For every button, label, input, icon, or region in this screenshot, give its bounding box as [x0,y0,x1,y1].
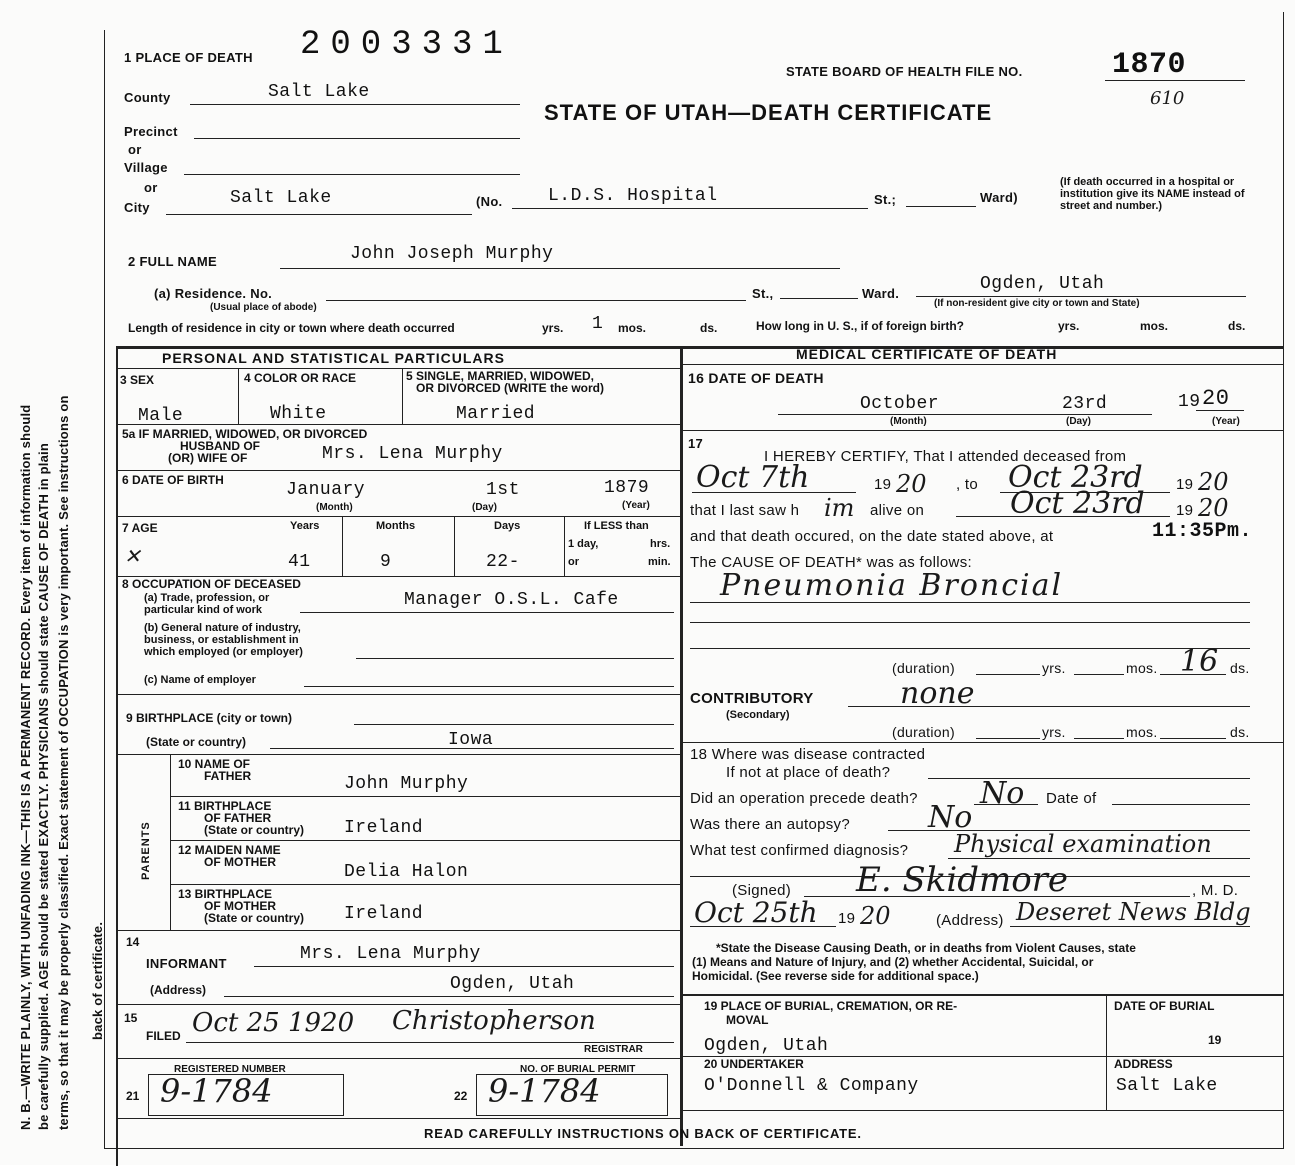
year-prefix-1: 19 [874,476,892,493]
informant-label: INFORMANT [146,956,227,971]
occupation-b3: which employed (or employer) [144,646,303,658]
operation-label: Did an operation precede death? [690,790,918,807]
min-label: min. [648,556,671,568]
footnote-1: *State the Disease Causing Death, or in deaths from Violent Causes, state [716,941,1136,955]
personal-section-title: PERSONAL AND STATISTICAL PARTICULARS [162,350,505,366]
age-label: 7 AGE [122,521,158,535]
last-saw-hand: im [824,494,855,522]
item-18a: 18 Where was disease contracted [690,746,926,763]
dob-day: 1st [486,480,520,500]
dob-day-label: (Day) [472,502,498,513]
attended-to-year: 20 [1198,468,1229,496]
mother-label-1: 12 MAIDEN NAME [178,843,281,857]
length-of-residence-label: Length of residence in city or town where death occurred [128,321,455,335]
father-label-2: FATHER [204,769,252,783]
burial-place-label-1: 19 PLACE OF BURIAL, CREMATION, OR RE- [704,999,958,1013]
dob-month: January [286,480,366,500]
us-residence-label: How long in U. S., if of foreign birth? [756,319,964,333]
occupation-b1: (b) General nature of industry, [144,622,301,634]
side-instruction-3: terms, so that it may be properly classified. Exact statement of OCCUPATION is very important. See instructions on [56,395,71,1130]
usual-abode-label: (Usual place of abode) [210,302,317,313]
mother-bp-label-2: OF MOTHER [204,899,276,913]
occupation-value: Manager O.S.L. Cafe [404,590,619,610]
autopsy-label: Was there an autopsy? [690,816,850,833]
physician-address-label: (Address) [936,912,1004,929]
age-months-label: Months [376,520,416,532]
year-prefix-3: 19 [1176,502,1194,519]
registered-number-label: REGISTERED NUMBER [174,1064,286,1075]
age-days-label: Days [494,520,521,532]
village-label: Village [124,160,168,175]
permit-prefix: 22 [454,1089,468,1103]
spouse-label-2: HUSBAND OF [180,439,260,453]
death-day: 23rd [1062,394,1108,414]
cause-label: The CAUSE OF DEATH* was as follows: [690,554,972,571]
last-saw-year: 20 [1198,494,1229,522]
footnote-3: Homicidal. (See reverse side for additional space.) [692,969,979,983]
file-no: 1870 [1112,48,1187,82]
sex-label: 3 SEX [120,373,155,387]
operation-value: No [980,776,1025,811]
place-of-death-label: 1 PLACE OF DEATH [124,50,253,65]
death-year-prefix: 19 [1178,392,1201,412]
father-value: John Murphy [344,774,469,794]
no-label: (No. [476,194,503,209]
signed-date: Oct 25th [694,896,818,929]
attended-from-year: 20 [896,470,927,498]
certificate-serial: 2003331 [300,26,513,64]
permit-number: 9-1784 [488,1072,601,1110]
full-name-value: John Joseph Murphy [350,244,554,264]
physician-address: Deseret News Bldg [1016,898,1251,926]
death-year: 20 [1202,386,1230,411]
signed-label: (Signed) [732,882,792,899]
hrs-label: hrs. [650,538,671,550]
dob-year: 1879 [604,478,650,498]
certify-text: I HEREBY CERTIFY, That I attended deceased from [764,448,1127,465]
duration-label-1: (duration) [892,660,955,676]
age-months: 9 [380,552,392,572]
side-instruction-4: back of certificate. [90,921,105,1040]
signed-year: 20 [860,902,891,930]
hospital-value: L.D.S. Hospital [548,186,718,206]
residence-label: (a) Residence. No. [154,286,273,301]
duration-yrs-1: yrs. [1042,660,1066,676]
duration-label-2: (duration) [892,724,955,740]
burial-place-label-2: MOVAL [726,1013,769,1027]
birthplace-label: 9 BIRTHPLACE (city or town) [126,711,293,725]
md-label: , M. D. [1192,882,1239,899]
cause-value: Pneumonia Broncial [720,568,1064,603]
burial-date-year: 19 [1208,1033,1222,1047]
father-birthplace-value: Ireland [344,818,424,838]
undertaker-address-label: ADDRESS [1114,1057,1173,1071]
age-years-label: Years [290,520,320,532]
us-mos-label: mos. [1140,319,1169,333]
to-label: , to [956,476,979,493]
length-mos-label: mos. [618,321,647,335]
duration-yrs-2: yrs. [1042,724,1066,740]
time-of-death: 11:35Pm. [1152,520,1253,543]
length-mos-value: 1 [592,314,604,334]
residence-st-label: St., [752,286,774,301]
or-label-1: or [128,142,142,157]
attended-to: Oct 23rd [1008,460,1143,495]
ward-label: Ward) [980,190,1018,205]
death-day-label: (Day) [1066,416,1092,427]
secondary-label: (Secondary) [726,709,790,721]
or-label-2: or [144,180,158,195]
last-saw-label: that I last saw h [690,502,800,519]
burial-date-label: DATE OF BURIAL [1114,999,1215,1013]
us-ds-label: ds. [1228,319,1246,333]
father-bp-label-3: (State or country) [204,823,305,837]
spouse-value: Mrs. Lena Murphy [322,444,503,464]
precinct-label: Precinct [124,124,178,139]
full-name-label: 2 FULL NAME [128,254,218,269]
dob-label: 6 DATE OF BIRTH [122,473,224,487]
city-value: Salt Lake [230,188,332,208]
occupation-a2: particular kind of work [144,604,262,616]
mother-bp-label-3: (State or country) [204,911,305,925]
margin-note: 610 [1150,88,1185,109]
burial-permit-label: NO. OF BURIAL PERMIT [520,1064,636,1075]
spouse-label-1: 5a IF MARRIED, WIDOWED, OR DIVORCED [122,427,368,441]
less-than-label-1: If LESS than [584,520,649,532]
autopsy-value: No [928,800,973,835]
us-yrs-label: yrs. [1058,319,1080,333]
informant-number: 14 [126,935,140,949]
occupation-a1: (a) Trade, profession, or [144,592,270,604]
occupation-c: (c) Name of employer [144,674,256,686]
age-years: 41 [288,552,311,572]
county-value: Salt Lake [268,82,370,102]
duration-ds-2: ds. [1230,724,1250,740]
dob-year-label: (Year) [622,500,650,511]
signed-year-prefix: 19 [838,910,856,927]
year-prefix-2: 19 [1176,476,1194,493]
filed-value: Oct 25 1920 [192,1008,355,1038]
less-than-label-2: 1 day, [568,538,599,550]
item-17: 17 [688,436,704,451]
death-month: October [860,394,940,414]
filed-number: 15 [124,1011,138,1025]
parents-label: PARENTS [140,821,152,880]
item-18b: If not at place of death? [726,764,891,781]
county-label: County [124,90,171,105]
medical-section-title: MEDICAL CERTIFICATE OF DEATH [796,346,1058,362]
age-days: 22- [486,552,520,572]
test-label: What test confirmed diagnosis? [690,842,909,859]
side-instruction-1: N. B.—WRITE PLAINLY, WITH UNFADING INK—THIS IS A PERMANENT RECORD. Every item of information should [18,404,33,1130]
undertaker-value: O'Donnell & Company [704,1076,919,1096]
nonresident-note: (If non-resident give city or town and State) [934,298,1140,309]
informant-value: Mrs. Lena Murphy [300,944,481,964]
st-label: St.; [874,192,897,207]
last-saw-date: Oct 23rd [1010,486,1145,521]
death-month-label: (Month) [890,416,927,427]
occurred-label: and that death occured, on the date stated above, at [690,528,1054,545]
date-of-death-label: 16 DATE OF DEATH [688,370,824,386]
duration-mos-1: mos. [1126,660,1158,676]
certificate-title: STATE OF UTAH—DEATH CERTIFICATE [544,100,993,125]
informant-address-label: (Address) [150,983,207,997]
death-year-label: (Year) [1212,416,1240,427]
informant-address-value: Ogden, Utah [450,974,575,994]
sex-value: Male [138,406,184,426]
footnote-2: (1) Means and Nature of Injury, and (2) whether Accidental, Suicidal, or [692,955,1094,969]
mother-value: Delia Halon [344,862,469,882]
occupation-label: 8 OCCUPATION OF DECEASED [122,577,301,591]
hospital-note: (If death occurred in a hospital or institution give its NAME instead of street and number.) [1060,176,1245,212]
dob-month-label: (Month) [316,502,353,513]
age-mark: ✕ [124,544,141,568]
marital-label-2: OR DIVORCED (WRITE the word) [416,381,604,395]
father-bp-label-2: OF FATHER [204,811,272,825]
father-label-1: 10 NAME OF [178,757,251,771]
undertaker-address: Salt Lake [1116,1076,1218,1096]
registered-number: 9-1784 [160,1072,273,1110]
contributory-value: none [900,676,975,711]
attended-from: Oct 7th [696,460,810,495]
duration-ds-1: ds. [1230,660,1250,676]
bottom-border [104,1148,1284,1149]
undertaker-label: 20 UNDERTAKER [704,1057,804,1071]
residence-ward-label: Ward. [862,286,900,301]
duration-mos-2: mos. [1126,724,1158,740]
length-ds-label: ds. [700,321,718,335]
right-border [1283,12,1284,1148]
occupation-b2: business, or establishment in [144,634,299,646]
city-label: City [124,200,150,215]
filed-label: FILED [146,1029,181,1043]
birthplace-value: Iowa [448,730,494,750]
registered-prefix: 21 [126,1089,140,1103]
spouse-label-3: (OR) WIFE OF [168,451,248,465]
residence-value: Ogden, Utah [980,274,1105,294]
mother-birthplace-value: Ireland [344,904,424,924]
burial-place: Ogden, Utah [704,1036,829,1056]
color-value: White [270,404,327,424]
contributory-label: CONTRIBUTORY [690,690,814,707]
test-value: Physical examination [954,830,1212,858]
file-no-label: STATE BOARD OF HEALTH FILE NO. [786,64,1023,79]
color-label: 4 COLOR OR RACE [244,371,357,385]
marital-value: Married [456,404,536,424]
marital-label-1: 5 SINGLE, MARRIED, WIDOWED, [406,369,595,383]
date-of-label: Date of [1046,790,1097,807]
footer-instructions: READ CAREFULLY INSTRUCTIONS ON BACK OF CERTIFICATE. [424,1126,862,1141]
mother-label-2: OF MOTHER [204,855,276,869]
father-bp-label-1: 11 BIRTHPLACE [178,799,272,813]
registrar-signature: Christopherson [392,1006,596,1036]
birthplace-state-label: (State or country) [146,735,247,749]
alive-label: alive on [870,502,925,519]
registrar-label: REGISTRAR [584,1044,643,1055]
length-yrs-label: yrs. [542,321,564,335]
mother-bp-label-1: 13 BIRTHPLACE [178,887,273,901]
or-label: or [568,556,579,568]
physician-signature: E. Skidmore [856,860,1069,900]
duration-days: 16 [1180,644,1219,679]
side-instruction-2: be carefully supplied. AGE should be stated EXACTLY. PHYSICIANS should state CAUSE OF DEATH in plain [36,443,51,1130]
